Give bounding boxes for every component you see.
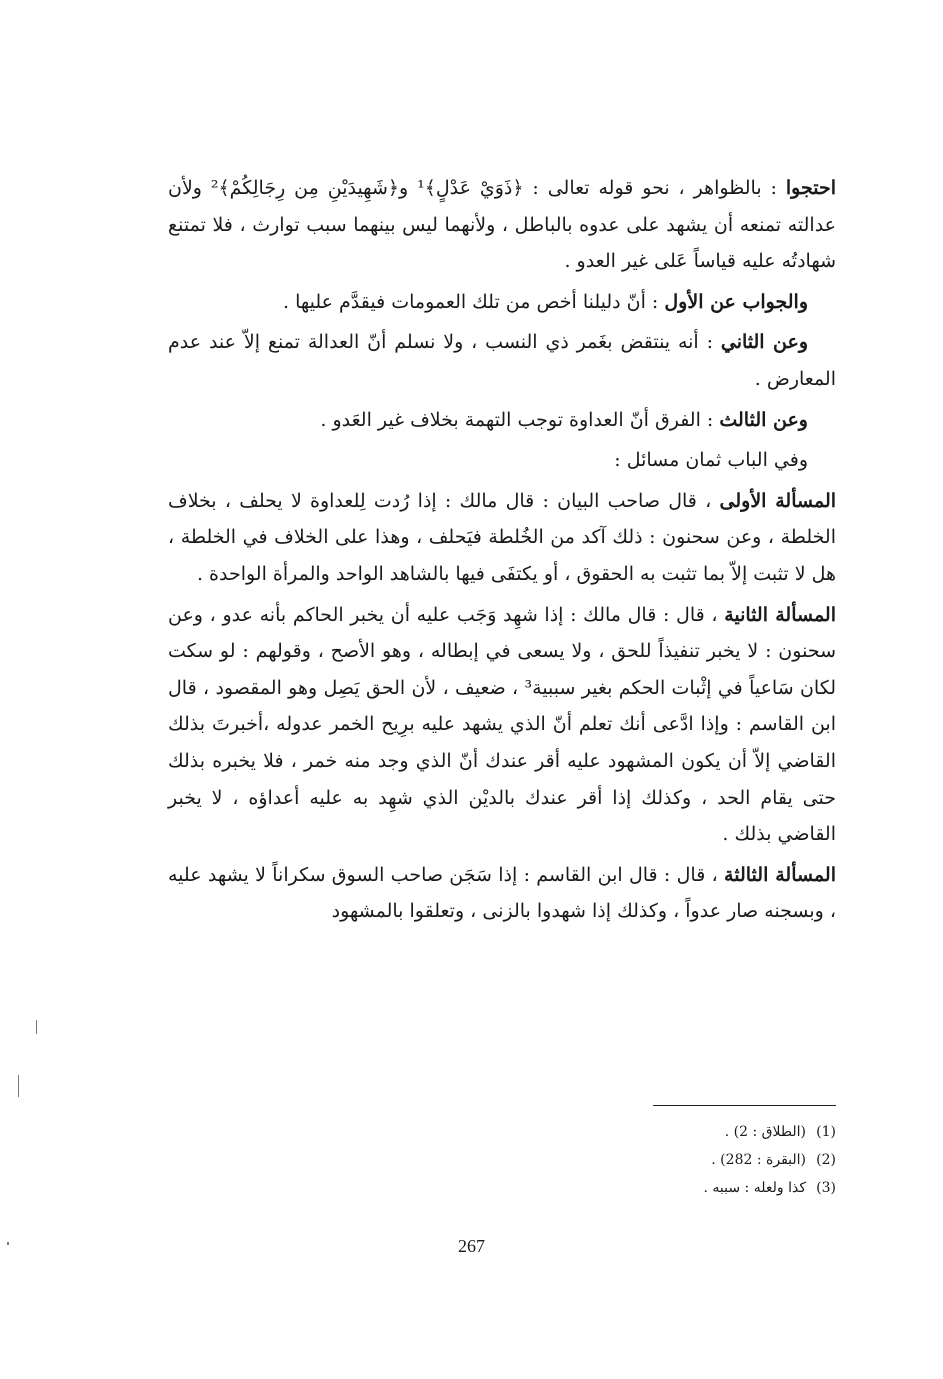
paragraph-lead: المسألة الأولى <box>719 489 837 512</box>
footnote-item <box>520 1118 836 1146</box>
paragraph-issue-one <box>168 483 836 593</box>
footnote-item <box>520 1146 836 1174</box>
footnote-number: (3) <box>816 1180 836 1196</box>
paragraph-lead: وعن الثالث <box>719 408 808 431</box>
footnotes <box>520 1118 836 1202</box>
paragraph-text: ، قال : قال ابن القاسم : إذا سَجَن صاحب السوق سكراناً لا يشهد عليه ، وبسجنه صار عدواً ، وكذلك إذا شهدوا بالزنى ، وتعلقوا بالمشهود <box>168 863 836 923</box>
paragraph-text: : أنه ينتقض بغَمر ذي النسب ، ولا نسلم أنّ العدالة تمنع إلاّ عند عدم المعارض . <box>168 331 836 390</box>
paragraph-answer-first <box>168 284 836 321</box>
scan-speck <box>7 1242 9 1245</box>
footnote-text: (الطلاق : 2) . <box>724 1124 806 1140</box>
paragraph-text: : الفرق أنّ العداوة توجب التهمة بخلاف غير العَدو . <box>320 408 720 431</box>
paragraph-answer-third <box>168 402 836 439</box>
footnote-number: (2) <box>816 1152 836 1168</box>
footnote-text: كذا ولعله : سببه . <box>703 1180 806 1196</box>
footnote-item <box>520 1174 836 1202</box>
paragraph-issue-two <box>168 597 836 853</box>
paragraph-answer-second <box>168 324 836 397</box>
paragraph-arguments <box>168 170 836 280</box>
scan-speck <box>36 1020 37 1034</box>
footnote-text: (البقرة : 282) . <box>711 1152 806 1168</box>
paragraph-issue-three <box>168 857 836 930</box>
paragraph-lead: والجواب عن الأول <box>664 290 808 313</box>
paragraph-text: ، قال : قال مالك : إذا شهِد وَجَب عليه أن يخبر الحاكم بأنه عدو ، وعن سحنون : لا يخبر تنفيذاً للحق ، ولا يسعى في إبطاله ، وهو الأصح ، وقولهم : لو سكت لكان سَاعياً في إثْبات الحكم بغير سببية³ ، ضعيف ، لأن الحق يَصِل وهو المقصود ، قال ابن القاسم : وإذا ادَّعى أنك تعلم أنّ الذي يشهد عليه برِيح الخمر عدوله ،أخبرتَ بذلك القاضي إلاّ أن يكون المشهود عليه أقر عندك أنّ الذي وجد منه خمر ، فلا يخبره بذلك حتى يقام الحد ، وكذلك إذا أقر عندك بالديْن الذي شهِد به عليه أعداؤه ، لا يخبر القاضي بذلك . <box>168 603 836 846</box>
paragraph-text: : بالظواهر ، نحو قوله تعالى : ﴿ذَوَيْ عَدْلٍ﴾¹ و﴿شَهِيدَيْنِ مِن رِجَالِكُمْ﴾² ولأن عدالته تمنعه أن يشهد على عدوه بالباطل ، ولأنهما ليس بينهما سبب توارث ، فلا تمتنع شهادتُه عليه قياساً عَلى غير العدو . <box>168 177 836 273</box>
paragraph-text: وفي الباب ثمان مسائل : <box>614 449 808 472</box>
page-body <box>168 170 836 932</box>
paragraph-lead: المسألة الثالثة <box>724 863 836 886</box>
paragraph-lead: وعن الثاني <box>720 331 808 354</box>
page-number: 267 <box>458 1236 485 1256</box>
scan-speck <box>18 1075 19 1097</box>
paragraph-lead: المسألة الثانية <box>724 603 836 626</box>
paragraph-chapter-intro <box>168 442 836 479</box>
paragraph-text: : أنّ دليلنا أخص من تلك العمومات فيقدَّم عليها . <box>283 290 665 313</box>
footnote-number: (1) <box>816 1124 836 1140</box>
paragraph-text: ، قال صاحب البيان : قال مالك : إذا رُدت لِلعداوة لا يحلف ، بخلاف الخلطة ، وعن سحنون : ذلك آكد من الخُلطة فيَحلف ، وهذا على الخلاف في الخلطة ، هل لا تثبت إلاّ بما تثبت به الحقوق ، أو يكتفَى فيها بالشاهد الواحد والمرأة الواحدة . <box>168 489 836 585</box>
footnote-divider <box>653 1105 836 1106</box>
paragraph-lead: احتجوا <box>785 177 836 199</box>
